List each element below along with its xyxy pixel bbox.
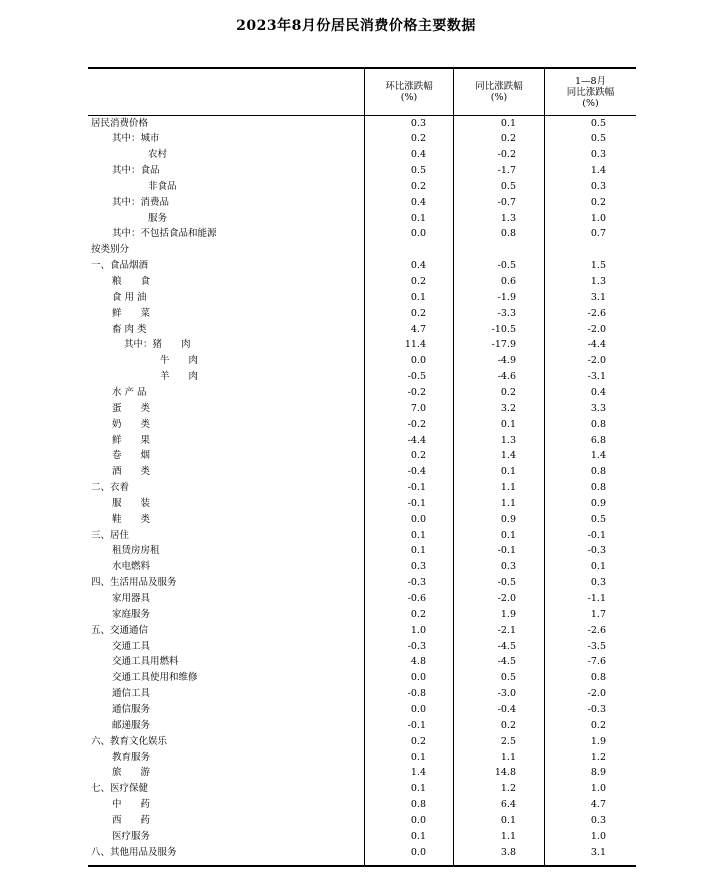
row-label: 酒 类 [112,466,151,478]
table-row [88,433,636,449]
table-row [88,813,636,829]
row-label: 农村 [148,149,168,161]
cell-ytd: -0.3 [587,703,606,715]
cell-mom: 0.1 [410,212,426,224]
cpi-table [88,67,636,867]
cell-ytd: 0.2 [590,196,606,208]
cell-mom: 0.2 [410,276,426,287]
cell-yoy: -1.9 [497,291,516,303]
table-row [88,322,636,338]
cell-yoy: 1.1 [500,482,516,494]
cell-ytd: -2.6 [587,624,606,636]
table-row [88,480,636,496]
header-yoy [454,69,544,115]
cell-mom: -0.2 [407,386,426,398]
table-row [88,639,636,655]
row-label: 非食品 [148,180,177,192]
row-label: 西 药 [112,814,151,826]
cell-ytd: 1.9 [590,735,606,747]
cell-mom: -0.3 [407,577,426,589]
cell-ytd: 4.7 [590,799,606,811]
cell-mom: 0.3 [410,117,426,129]
cell-yoy: -0.4 [497,703,516,715]
cell-ytd: 1.7 [590,608,606,620]
row-label: 家用器具 [112,593,151,604]
header-ytd [545,69,636,115]
cell-yoy: 1.9 [500,608,516,620]
row-label: 水电燃料 [112,561,151,573]
cell-ytd: -1.1 [587,593,606,604]
header-mom-name: 环比涨跌幅 [385,81,433,92]
cell-ytd: 0.3 [590,180,606,192]
cell-yoy: 1.2 [500,783,516,795]
cell-ytd: -7.6 [587,656,606,668]
table-row [88,211,636,227]
row-label: 三、居住 [91,529,130,541]
header-ytd-period: 1—8月 [574,75,607,87]
table-row [88,512,636,528]
cell-mom: 0.1 [410,291,426,303]
cell-yoy: 0.1 [500,529,516,541]
row-label: 中 药 [112,799,151,811]
cell-mom: 4.8 [410,656,426,668]
cell-ytd: 1.4 [590,165,606,177]
row-label: 其中：食品 [112,165,160,177]
cell-yoy: -0.7 [497,196,516,208]
header-yoy-unit: (%) [490,92,508,103]
table-row [88,575,636,591]
row-label: 租赁房房租 [112,545,160,557]
cell-ytd: -2.0 [587,355,606,367]
cell-yoy: 0.8 [500,228,516,240]
table-row [88,528,636,544]
cell-ytd: 1.3 [590,276,606,287]
cell-mom: -0.4 [407,466,426,478]
row-label: 按类别分 [91,244,130,256]
row-label: 交通工具 [112,640,151,652]
table-row [88,179,636,195]
cell-mom: -0.3 [407,640,426,652]
table-row [88,195,636,211]
cell-ytd: 0.7 [590,228,606,240]
header-ytd-name: 同比涨跌幅 [566,86,615,98]
table-row [88,417,636,433]
row-label: 一、食品烟酒 [91,260,149,272]
table-row [88,559,636,575]
table-row [88,337,636,353]
cell-ytd: -0.1 [587,529,606,541]
cell-ytd: 3.3 [590,402,606,414]
table-row [88,765,636,781]
cell-mom: 0.4 [410,149,426,161]
cell-mom: 0.1 [410,545,426,557]
table-row [88,845,636,861]
table-row [88,242,636,258]
cell-ytd: -3.1 [587,371,606,383]
row-label: 羊 肉 [160,371,199,383]
row-label: 卷 烟 [112,450,151,462]
table-row [88,781,636,797]
cell-mom: -0.5 [407,371,426,383]
cell-mom: 0.8 [410,799,426,811]
cell-mom: 0.2 [410,450,426,462]
table-row [88,686,636,702]
cell-yoy: 1.1 [500,751,516,763]
cell-ytd: 1.0 [590,783,606,795]
cell-ytd: 0.8 [590,672,606,684]
cell-yoy: -0.5 [497,577,516,589]
cell-ytd: 0.8 [590,466,606,478]
cell-yoy: -0.1 [497,545,516,557]
cell-ytd: 0.3 [590,814,606,826]
cell-ytd: 3.1 [590,291,606,303]
cell-yoy: 0.1 [500,117,516,129]
table-row [88,385,636,401]
row-label: 六、教育文化娱乐 [91,735,168,747]
cell-yoy: 1.3 [500,212,516,224]
table-row [88,353,636,369]
table-row [88,750,636,766]
cell-ytd: -3.5 [587,640,606,652]
cell-ytd: 0.5 [590,513,606,525]
table-row [88,623,636,639]
table-row [88,306,636,322]
cell-yoy: 0.5 [500,672,516,684]
row-label: 教育服务 [112,751,151,763]
cell-mom: -0.1 [407,482,426,494]
cell-mom: 11.4 [404,339,426,351]
cell-mom: 0.0 [410,703,426,715]
cell-yoy: -1.7 [497,165,516,177]
cell-yoy: 6.4 [500,799,516,811]
cell-ytd: 0.3 [590,149,606,161]
cell-yoy: -3.3 [497,307,516,319]
header-yoy-name: 同比涨跌幅 [475,81,523,92]
cell-yoy: -10.5 [491,323,516,335]
table-row [88,274,636,290]
table-row [88,226,636,242]
cell-yoy: 1.1 [500,497,516,509]
table-bottom-rule [88,865,636,867]
row-label: 其中：消费品 [112,196,170,208]
table-row [88,147,636,163]
cell-mom: 0.0 [410,513,426,525]
row-label: 二、衣着 [91,482,130,494]
cell-mom: 0.4 [410,260,426,272]
row-label: 粮 食 [112,276,151,287]
cell-mom: 0.4 [410,196,426,208]
table-row [88,670,636,686]
cell-ytd: 0.8 [590,482,606,494]
cell-ytd: 1.0 [590,212,606,224]
row-label: 家庭服务 [112,608,151,620]
cell-mom: -0.2 [407,418,426,430]
table-row [88,369,636,385]
header-ytd-unit: (%) [582,97,599,109]
cell-mom: 1.4 [410,767,426,779]
table-row [88,718,636,734]
cell-ytd: 0.1 [590,561,606,573]
cell-mom: 0.2 [410,180,426,192]
cell-ytd: -0.3 [587,545,606,557]
row-label: 水 产 品 [112,386,147,398]
row-label: 七、医疗保健 [91,783,149,795]
table-row [88,734,636,750]
row-label: 四、生活用品及服务 [91,577,177,589]
cell-mom: -0.1 [407,497,426,509]
table-row [88,543,636,559]
table-row [88,131,636,147]
cell-mom: 0.5 [410,165,426,177]
cell-ytd: 0.5 [590,117,606,129]
cell-yoy: -0.5 [497,260,516,272]
cell-yoy: -2.0 [497,593,516,604]
row-label: 服务 [148,212,168,224]
cell-yoy: -4.5 [497,640,516,652]
cell-yoy: -4.6 [497,371,516,383]
cell-mom: 0.0 [410,814,426,826]
table-row [88,163,636,179]
row-label: 五、交通通信 [91,624,149,636]
cell-mom: 0.0 [410,228,426,240]
table-row [88,654,636,670]
cell-yoy: -4.5 [497,656,516,668]
cell-mom: 0.0 [410,846,426,858]
cell-ytd: 0.9 [590,497,606,509]
header-mom [365,69,453,115]
cell-yoy: 0.5 [500,180,516,192]
row-label: 其中：猪 肉 [124,339,191,351]
table-row [88,607,636,623]
table-row [88,401,636,417]
cell-ytd: 1.5 [590,260,606,272]
row-label: 鞋 类 [112,513,151,525]
table-row [88,464,636,480]
cell-mom: 4.7 [410,323,426,335]
row-label: 服 装 [112,497,151,509]
cell-yoy: 1.4 [500,450,516,462]
row-label: 牛 肉 [160,355,199,367]
cell-yoy: -0.2 [497,149,516,161]
cell-yoy: 0.1 [500,814,516,826]
cell-ytd: 1.0 [590,830,606,842]
cell-yoy: 0.1 [500,466,516,478]
row-label: 通信工具 [112,688,151,700]
row-label: 交通工具用燃料 [112,656,179,668]
cell-yoy: 3.8 [500,846,516,858]
cell-mom: 0.0 [410,355,426,367]
cell-mom: -0.1 [407,719,426,731]
row-label: 其中：不包括食品和能源 [112,228,217,240]
cell-ytd: 0.3 [590,577,606,589]
cell-ytd: -2.0 [587,688,606,700]
row-label: 医疗服务 [112,830,151,842]
header-mom-unit: (%) [400,92,418,103]
cell-mom: 0.1 [410,783,426,795]
cell-ytd: 0.2 [590,719,606,731]
cell-ytd: 0.4 [590,386,606,398]
table-row [88,116,636,132]
cell-mom: 0.2 [410,307,426,319]
cell-ytd: -4.4 [587,339,606,351]
cell-ytd: 1.2 [590,751,606,763]
table-row [88,258,636,274]
cell-mom: 0.1 [410,751,426,763]
cell-mom: -4.4 [407,434,426,446]
cell-yoy: -2.1 [497,624,516,636]
row-label: 奶 类 [112,418,151,430]
row-label: 八、其他用品及服务 [91,846,177,858]
table-row [88,496,636,512]
cell-ytd: -2.6 [587,307,606,319]
cell-yoy: 0.6 [500,276,516,287]
cell-ytd: 0.8 [590,418,606,430]
row-label: 旅 游 [112,767,151,779]
table-row [88,448,636,464]
cell-yoy: 0.2 [500,133,516,145]
cell-mom: 0.2 [410,133,426,145]
row-label: 畜 肉 类 [112,323,147,335]
cell-yoy: 3.2 [500,402,516,414]
cell-mom: 0.1 [410,830,426,842]
row-label: 通信服务 [112,703,151,715]
cell-mom: 0.3 [410,561,426,573]
cell-yoy: 0.2 [500,386,516,398]
row-label: 蛋 类 [112,402,151,414]
cell-ytd: 8.9 [590,767,606,779]
table-row [88,591,636,607]
cell-yoy: 0.3 [500,561,516,573]
cell-mom: -0.8 [407,688,426,700]
cell-mom: 0.0 [410,672,426,684]
row-label: 其中：城市 [112,133,160,145]
row-label: 邮递服务 [112,719,151,731]
cell-yoy: 0.1 [500,418,516,430]
cell-ytd: 3.1 [590,846,606,858]
cell-yoy: -4.9 [497,355,516,367]
cell-mom: 0.2 [410,735,426,747]
cell-mom: 1.0 [410,624,426,636]
row-label: 交通工具使用和维修 [112,672,198,684]
cell-yoy: -17.9 [491,339,516,351]
table-row [88,290,636,306]
cell-yoy: 1.3 [500,434,516,446]
cell-mom: 0.2 [410,608,426,620]
cell-ytd: 6.8 [590,434,606,446]
cell-mom: -0.6 [407,593,426,604]
table-row [88,702,636,718]
row-label: 食 用 油 [112,291,147,303]
table-row [88,829,636,845]
row-label: 鲜 果 [112,434,151,446]
cell-ytd: 0.5 [590,133,606,145]
cell-yoy: 0.2 [500,719,516,731]
row-label: 鲜 菜 [112,307,151,319]
cell-yoy: 0.9 [500,513,516,525]
cell-mom: 7.0 [410,402,426,414]
table-row [88,797,636,813]
cell-ytd: -2.0 [587,323,606,335]
page-title: 2023年8月份居民消费价格主要数据 [236,18,476,34]
row-label: 居民消费价格 [91,117,149,129]
cell-yoy: -3.0 [497,688,516,700]
cell-yoy: 1.1 [500,830,516,842]
cell-yoy: 2.5 [500,735,516,747]
cell-ytd: 1.4 [590,450,606,462]
cell-yoy: 14.8 [494,767,516,779]
cell-mom: 0.1 [410,529,426,541]
